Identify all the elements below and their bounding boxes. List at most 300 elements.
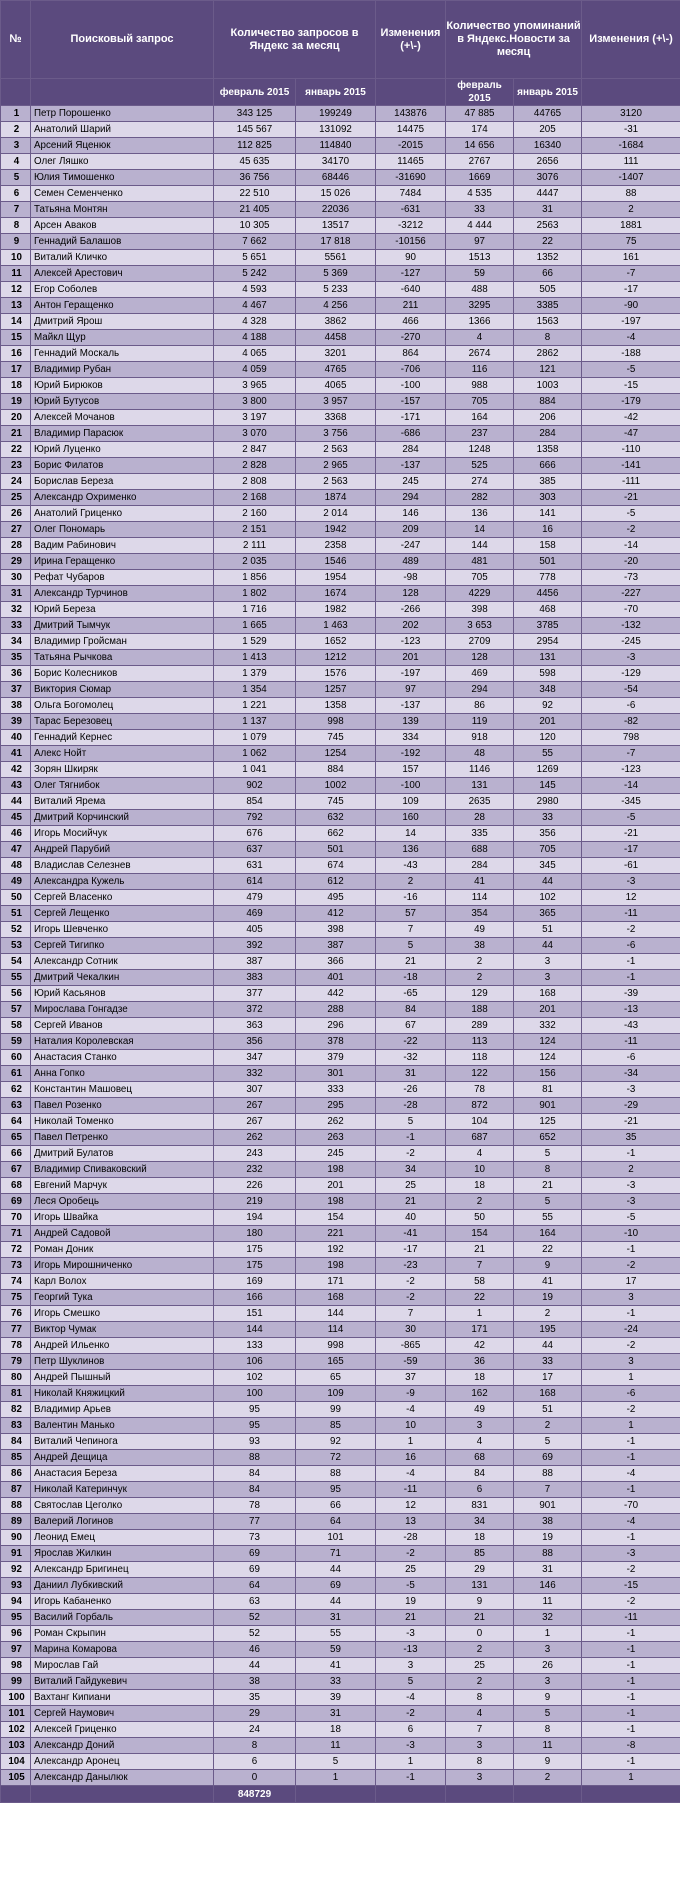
requests-change: 136 <box>376 842 446 858</box>
mentions-feb: 3295 <box>446 298 514 314</box>
mentions-feb: 84 <box>446 1466 514 1482</box>
table-row <box>1 1258 680 1274</box>
requests-jan: 5 <box>296 1754 376 1770</box>
mentions-feb: 4 535 <box>446 186 514 202</box>
requests-change: 201 <box>376 650 446 666</box>
row-number: 87 <box>1 1482 31 1498</box>
search-query: Сергей Иванов <box>31 1018 214 1034</box>
mentions-change: -1 <box>582 1482 680 1498</box>
search-query: Александра Кужель <box>31 874 214 890</box>
requests-feb: 69 <box>214 1546 296 1562</box>
requests-feb: 4 059 <box>214 362 296 378</box>
row-number: 67 <box>1 1162 31 1178</box>
row-number: 74 <box>1 1274 31 1290</box>
row-number: 25 <box>1 490 31 506</box>
table-row <box>1 666 680 682</box>
mentions-change: -2 <box>582 1562 680 1578</box>
row-number: 2 <box>1 122 31 138</box>
requests-jan: 44 <box>296 1594 376 1610</box>
mentions-jan: 1563 <box>514 314 582 330</box>
requests-feb: 637 <box>214 842 296 858</box>
requests-feb: 112 825 <box>214 138 296 154</box>
requests-jan: 378 <box>296 1034 376 1050</box>
requests-jan: 1874 <box>296 490 376 506</box>
table-row <box>1 954 680 970</box>
search-query: Дмитрий Корчинский <box>31 810 214 826</box>
mentions-change: -179 <box>582 394 680 410</box>
search-query: Карл Волох <box>31 1274 214 1290</box>
row-number: 83 <box>1 1418 31 1434</box>
requests-change: -13 <box>376 1642 446 1658</box>
mentions-feb: 0 <box>446 1626 514 1642</box>
table-row <box>1 1434 680 1450</box>
mentions-change: -5 <box>582 810 680 826</box>
requests-feb: 10 305 <box>214 218 296 234</box>
mentions-change: -4 <box>582 1514 680 1530</box>
requests-feb: 1 413 <box>214 650 296 666</box>
mentions-feb: 1513 <box>446 250 514 266</box>
requests-feb: 363 <box>214 1018 296 1034</box>
mentions-change: -345 <box>582 794 680 810</box>
requests-feb: 1 802 <box>214 586 296 602</box>
mentions-change: 2 <box>582 1162 680 1178</box>
requests-feb: 5 651 <box>214 250 296 266</box>
search-query: Владислав Селезнев <box>31 858 214 874</box>
table-row <box>1 938 680 954</box>
mentions-jan: 11 <box>514 1738 582 1754</box>
requests-feb: 347 <box>214 1050 296 1066</box>
mentions-feb: 1248 <box>446 442 514 458</box>
mentions-feb: 274 <box>446 474 514 490</box>
table-row <box>1 410 680 426</box>
mentions-jan: 125 <box>514 1114 582 1130</box>
mentions-feb: 335 <box>446 826 514 842</box>
requests-jan: 3 957 <box>296 394 376 410</box>
table-row <box>1 570 680 586</box>
col-header-yandex-requests: Количество запросов в Яндекс за месяц <box>214 1 376 79</box>
mentions-change: -6 <box>582 1050 680 1066</box>
search-query: Тарас Березовец <box>31 714 214 730</box>
row-number: 97 <box>1 1642 31 1658</box>
row-number: 63 <box>1 1098 31 1114</box>
table-row <box>1 1386 680 1402</box>
requests-feb: 7 662 <box>214 234 296 250</box>
requests-jan: 412 <box>296 906 376 922</box>
mentions-change: 798 <box>582 730 680 746</box>
table-row <box>1 1162 680 1178</box>
row-number: 53 <box>1 938 31 954</box>
mentions-jan: 158 <box>514 538 582 554</box>
mentions-change: -1 <box>582 954 680 970</box>
requests-change: 67 <box>376 1018 446 1034</box>
total-row <box>1 1786 680 1803</box>
mentions-change: 75 <box>582 234 680 250</box>
requests-jan: 15 026 <box>296 186 376 202</box>
mentions-jan: 505 <box>514 282 582 298</box>
mentions-jan: 164 <box>514 1226 582 1242</box>
search-query: Геннадий Кернес <box>31 730 214 746</box>
requests-change: -247 <box>376 538 446 554</box>
row-number: 58 <box>1 1018 31 1034</box>
requests-feb: 2 847 <box>214 442 296 458</box>
requests-feb: 175 <box>214 1258 296 1274</box>
row-number: 91 <box>1 1546 31 1562</box>
requests-change: -28 <box>376 1098 446 1114</box>
requests-change: -2015 <box>376 138 446 154</box>
mentions-jan: 19 <box>514 1530 582 1546</box>
search-query: Даниил Лубкивский <box>31 1578 214 1594</box>
mentions-change: -6 <box>582 938 680 954</box>
mentions-jan: 81 <box>514 1082 582 1098</box>
table-row <box>1 1338 680 1354</box>
requests-jan: 31 <box>296 1706 376 1722</box>
mentions-feb: 131 <box>446 778 514 794</box>
row-number: 20 <box>1 410 31 426</box>
mentions-jan: 146 <box>514 1578 582 1594</box>
row-number: 19 <box>1 394 31 410</box>
mentions-change: -29 <box>582 1098 680 1114</box>
requests-change: -171 <box>376 410 446 426</box>
mentions-jan: 501 <box>514 554 582 570</box>
mentions-jan: 21 <box>514 1178 582 1194</box>
requests-change: 5 <box>376 1674 446 1690</box>
requests-jan: 1942 <box>296 522 376 538</box>
mentions-jan: 7 <box>514 1482 582 1498</box>
search-query: Игорь Кабаненко <box>31 1594 214 1610</box>
subheader-empty <box>582 79 680 106</box>
requests-change: -65 <box>376 986 446 1002</box>
table-row <box>1 1018 680 1034</box>
row-number: 102 <box>1 1722 31 1738</box>
mentions-change: 2 <box>582 202 680 218</box>
mentions-jan: 2 <box>514 1770 582 1786</box>
mentions-feb: 18 <box>446 1530 514 1546</box>
requests-jan: 22036 <box>296 202 376 218</box>
requests-change: 7 <box>376 922 446 938</box>
row-number: 96 <box>1 1626 31 1642</box>
requests-feb: 479 <box>214 890 296 906</box>
requests-feb: 145 567 <box>214 122 296 138</box>
requests-jan: 4458 <box>296 330 376 346</box>
mentions-jan: 11 <box>514 1594 582 1610</box>
mentions-feb: 988 <box>446 378 514 394</box>
requests-feb: 1 079 <box>214 730 296 746</box>
table-row <box>1 1242 680 1258</box>
requests-feb: 1 137 <box>214 714 296 730</box>
search-query: Татьяна Монтян <box>31 202 214 218</box>
search-query: Анна Гопко <box>31 1066 214 1082</box>
search-query: Леонид Емец <box>31 1530 214 1546</box>
requests-feb: 4 188 <box>214 330 296 346</box>
mentions-jan: 9 <box>514 1690 582 1706</box>
table-row <box>1 618 680 634</box>
mentions-jan: 69 <box>514 1450 582 1466</box>
requests-change: 30 <box>376 1322 446 1338</box>
mentions-jan: 201 <box>514 714 582 730</box>
requests-feb: 6 <box>214 1754 296 1770</box>
requests-jan: 495 <box>296 890 376 906</box>
requests-feb: 1 041 <box>214 762 296 778</box>
requests-feb: 377 <box>214 986 296 1002</box>
table-row <box>1 922 680 938</box>
mentions-jan: 284 <box>514 426 582 442</box>
row-number: 90 <box>1 1530 31 1546</box>
requests-feb: 95 <box>214 1418 296 1434</box>
mentions-feb: 14 <box>446 522 514 538</box>
mentions-feb: 284 <box>446 858 514 874</box>
mentions-feb: 1146 <box>446 762 514 778</box>
requests-feb: 84 <box>214 1482 296 1498</box>
mentions-change: -2 <box>582 522 680 538</box>
requests-feb: 77 <box>214 1514 296 1530</box>
mentions-feb: 525 <box>446 458 514 474</box>
search-query: Дмитрий Тымчук <box>31 618 214 634</box>
mentions-feb: 4 <box>446 1434 514 1450</box>
requests-change: -686 <box>376 426 446 442</box>
mentions-change: -10 <box>582 1226 680 1242</box>
requests-feb: 169 <box>214 1274 296 1290</box>
search-query: Вахтанг Кипиани <box>31 1690 214 1706</box>
search-query: Сергей Тигипко <box>31 938 214 954</box>
requests-change: 294 <box>376 490 446 506</box>
mentions-jan: 38 <box>514 1514 582 1530</box>
requests-feb: 854 <box>214 794 296 810</box>
row-number: 32 <box>1 602 31 618</box>
requests-jan: 11 <box>296 1738 376 1754</box>
requests-jan: 198 <box>296 1162 376 1178</box>
row-number: 5 <box>1 170 31 186</box>
row-number: 71 <box>1 1226 31 1242</box>
mentions-change: -1 <box>582 1450 680 1466</box>
mentions-change: -1 <box>582 1306 680 1322</box>
requests-jan: 114 <box>296 1322 376 1338</box>
search-query: Юлия Тимошенко <box>31 170 214 186</box>
row-number: 7 <box>1 202 31 218</box>
requests-jan: 998 <box>296 714 376 730</box>
mentions-change: -31 <box>582 122 680 138</box>
table-row <box>1 522 680 538</box>
mentions-change: -1 <box>582 1754 680 1770</box>
mentions-jan: 345 <box>514 858 582 874</box>
table-row <box>1 1290 680 1306</box>
requests-jan: 64 <box>296 1514 376 1530</box>
requests-jan: 198 <box>296 1258 376 1274</box>
requests-jan: 131092 <box>296 122 376 138</box>
subheader-jan-mentions: январь 2015 <box>514 79 582 106</box>
requests-change: -197 <box>376 666 446 682</box>
search-query: Антон Геращенко <box>31 298 214 314</box>
mentions-jan: 5 <box>514 1706 582 1722</box>
mentions-change: -17 <box>582 842 680 858</box>
mentions-feb: 114 <box>446 890 514 906</box>
requests-feb: 5 242 <box>214 266 296 282</box>
requests-jan: 2 563 <box>296 474 376 490</box>
mentions-change: -1 <box>582 1146 680 1162</box>
requests-feb: 166 <box>214 1290 296 1306</box>
row-number: 56 <box>1 986 31 1002</box>
requests-change: -865 <box>376 1338 446 1354</box>
row-number: 93 <box>1 1578 31 1594</box>
mentions-jan: 124 <box>514 1050 582 1066</box>
table-row <box>1 810 680 826</box>
subheader-empty <box>31 79 214 106</box>
requests-feb: 21 405 <box>214 202 296 218</box>
mentions-feb: 59 <box>446 266 514 282</box>
table-row <box>1 458 680 474</box>
mentions-feb: 29 <box>446 1562 514 1578</box>
table-body <box>1 106 680 1786</box>
total-value: 848729 <box>214 1786 296 1803</box>
requests-change: 7 <box>376 1306 446 1322</box>
requests-jan: 1 463 <box>296 618 376 634</box>
requests-change: 202 <box>376 618 446 634</box>
table-row <box>1 1674 680 1690</box>
mentions-feb: 8 <box>446 1690 514 1706</box>
search-query: Леся Оробець <box>31 1194 214 1210</box>
row-number: 86 <box>1 1466 31 1482</box>
requests-jan: 18 <box>296 1722 376 1738</box>
mentions-feb: 58 <box>446 1274 514 1290</box>
requests-jan: 55 <box>296 1626 376 1642</box>
requests-feb: 387 <box>214 954 296 970</box>
requests-change: -43 <box>376 858 446 874</box>
table-row <box>1 1466 680 1482</box>
requests-change: -3212 <box>376 218 446 234</box>
table-row <box>1 586 680 602</box>
requests-change: -1 <box>376 1770 446 1786</box>
search-query: Геннадий Балашов <box>31 234 214 250</box>
requests-jan: 632 <box>296 810 376 826</box>
requests-feb: 4 467 <box>214 298 296 314</box>
table-row <box>1 1450 680 1466</box>
requests-feb: 1 856 <box>214 570 296 586</box>
requests-feb: 219 <box>214 1194 296 1210</box>
table-row <box>1 186 680 202</box>
mentions-feb: 68 <box>446 1450 514 1466</box>
search-query: Александр Доний <box>31 1738 214 1754</box>
total-cell-empty <box>582 1786 680 1803</box>
row-number: 104 <box>1 1754 31 1770</box>
requests-jan: 192 <box>296 1242 376 1258</box>
requests-jan: 333 <box>296 1082 376 1098</box>
requests-jan: 99 <box>296 1402 376 1418</box>
row-number: 78 <box>1 1338 31 1354</box>
search-query: Владимир Спиваковский <box>31 1162 214 1178</box>
mentions-feb: 1 <box>446 1306 514 1322</box>
requests-feb: 469 <box>214 906 296 922</box>
requests-feb: 2 160 <box>214 506 296 522</box>
mentions-jan: 33 <box>514 810 582 826</box>
requests-feb: 52 <box>214 1626 296 1642</box>
mentions-jan: 168 <box>514 986 582 1002</box>
requests-change: 21 <box>376 954 446 970</box>
search-query: Андрей Пышный <box>31 1370 214 1386</box>
requests-change: -137 <box>376 698 446 714</box>
mentions-change: -123 <box>582 762 680 778</box>
table-row <box>1 762 680 778</box>
mentions-change: -197 <box>582 314 680 330</box>
table-row <box>1 1610 680 1626</box>
requests-jan: 442 <box>296 986 376 1002</box>
search-query: Александр Турчинов <box>31 586 214 602</box>
mentions-jan: 884 <box>514 394 582 410</box>
mentions-jan: 31 <box>514 202 582 218</box>
row-number: 72 <box>1 1242 31 1258</box>
row-number: 95 <box>1 1610 31 1626</box>
requests-jan: 245 <box>296 1146 376 1162</box>
mentions-jan: 4447 <box>514 186 582 202</box>
mentions-jan: 88 <box>514 1546 582 1562</box>
mentions-jan: 365 <box>514 906 582 922</box>
mentions-feb: 122 <box>446 1066 514 1082</box>
mentions-change: -6 <box>582 698 680 714</box>
mentions-feb: 4 444 <box>446 218 514 234</box>
requests-jan: 41 <box>296 1658 376 1674</box>
row-number: 27 <box>1 522 31 538</box>
requests-jan: 2 965 <box>296 458 376 474</box>
requests-change: 466 <box>376 314 446 330</box>
requests-jan: 92 <box>296 1434 376 1450</box>
mentions-jan: 145 <box>514 778 582 794</box>
requests-feb: 1 379 <box>214 666 296 682</box>
search-query: Петр Шуклинов <box>31 1354 214 1370</box>
search-query: Дмитрий Булатов <box>31 1146 214 1162</box>
row-number: 33 <box>1 618 31 634</box>
requests-change: 57 <box>376 906 446 922</box>
row-number: 39 <box>1 714 31 730</box>
mentions-change: -43 <box>582 1018 680 1034</box>
mentions-jan: 1352 <box>514 250 582 266</box>
requests-change: 12 <box>376 1498 446 1514</box>
requests-change: -10156 <box>376 234 446 250</box>
mentions-change: -47 <box>582 426 680 442</box>
mentions-feb: 86 <box>446 698 514 714</box>
requests-jan: 263 <box>296 1130 376 1146</box>
table-row <box>1 1482 680 1498</box>
mentions-jan: 102 <box>514 890 582 906</box>
mentions-jan: 92 <box>514 698 582 714</box>
requests-feb: 307 <box>214 1082 296 1098</box>
row-number: 77 <box>1 1322 31 1338</box>
requests-change: 31 <box>376 1066 446 1082</box>
mentions-change: -1 <box>582 1434 680 1450</box>
mentions-change: 1 <box>582 1770 680 1786</box>
mentions-change: -6 <box>582 1386 680 1402</box>
mentions-feb: 488 <box>446 282 514 298</box>
mentions-jan: 2 <box>514 1418 582 1434</box>
mentions-change: -15 <box>582 1578 680 1594</box>
col-header-change-mentions: Изменения (+\-) <box>582 1 680 79</box>
mentions-change: -5 <box>582 362 680 378</box>
table-row <box>1 378 680 394</box>
requests-jan: 387 <box>296 938 376 954</box>
requests-feb: 102 <box>214 1370 296 1386</box>
row-number: 28 <box>1 538 31 554</box>
table-row <box>1 1658 680 1674</box>
row-number: 52 <box>1 922 31 938</box>
table-row <box>1 1370 680 1386</box>
mentions-jan: 705 <box>514 842 582 858</box>
table-row <box>1 714 680 730</box>
table-row <box>1 266 680 282</box>
mentions-change: -129 <box>582 666 680 682</box>
mentions-jan: 1 <box>514 1626 582 1642</box>
mentions-change: -11 <box>582 906 680 922</box>
mentions-jan: 55 <box>514 1210 582 1226</box>
requests-jan: 296 <box>296 1018 376 1034</box>
mentions-jan: 901 <box>514 1098 582 1114</box>
requests-feb: 902 <box>214 778 296 794</box>
